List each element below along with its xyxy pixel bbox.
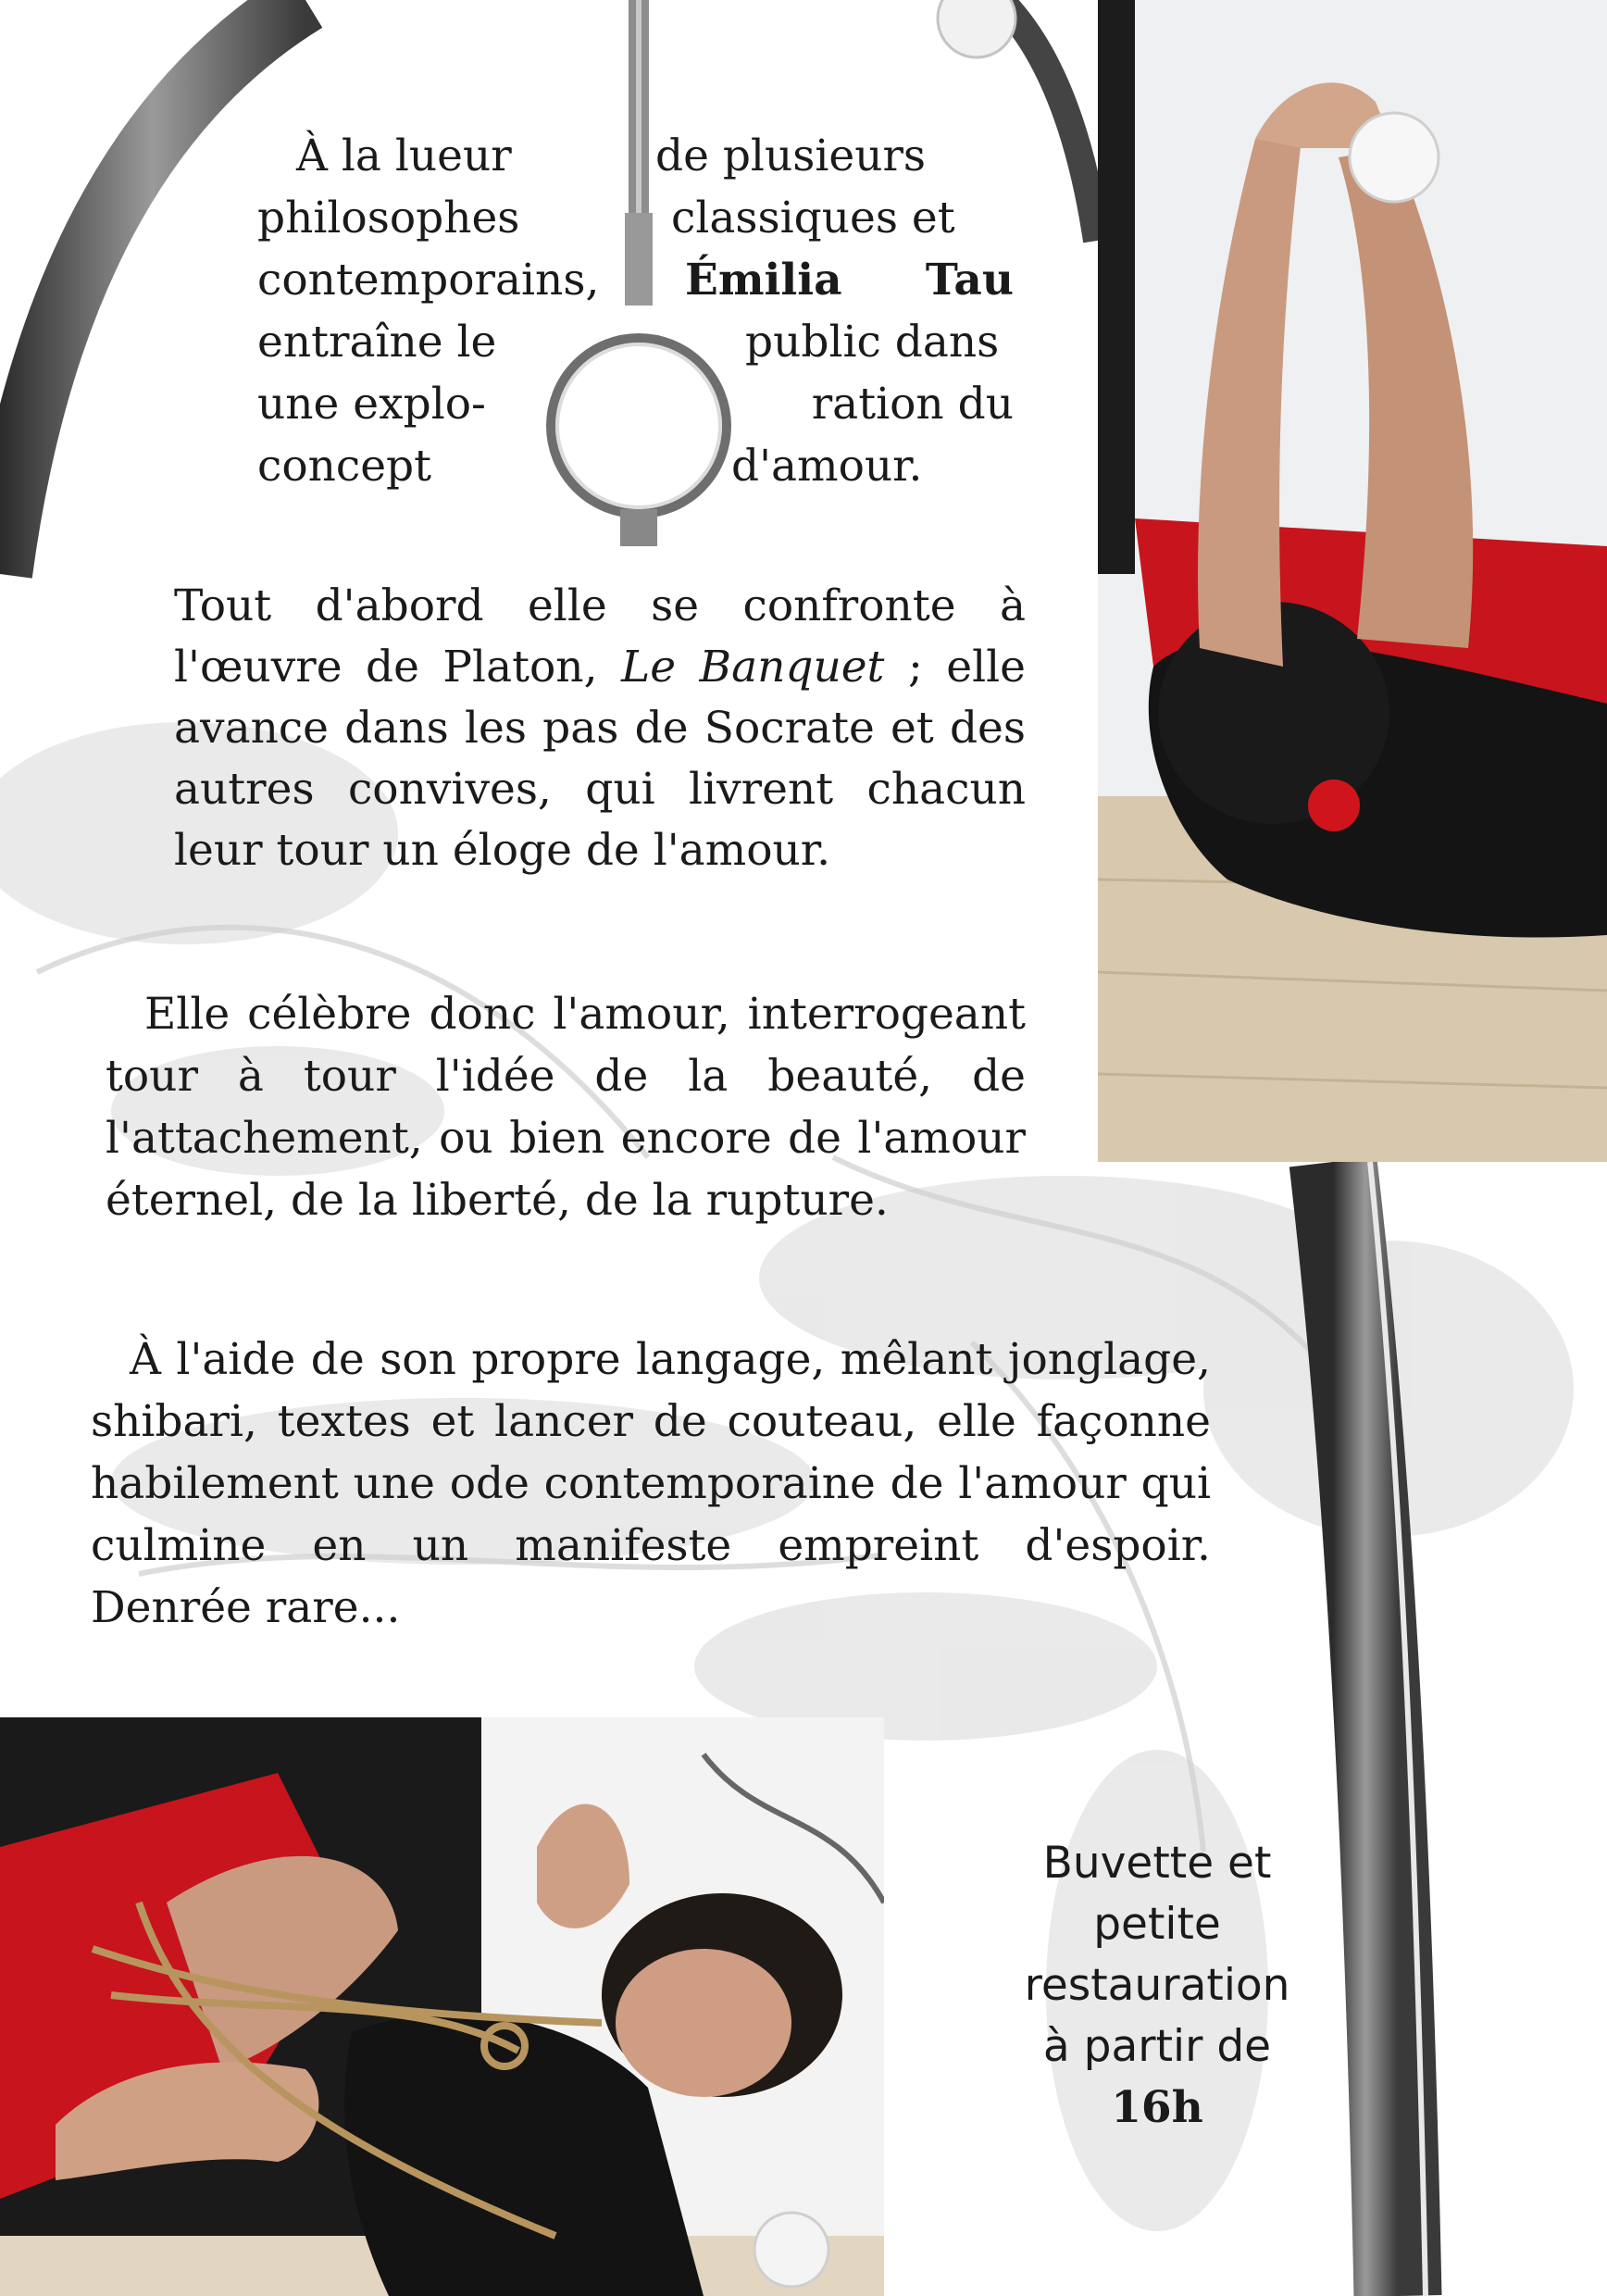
paragraph-text: ; elle avance dans les pas de Socrate et des autres convives, qui livrent chacun leur tour un éloge de l'amour. — [174, 642, 1026, 876]
refreshments-line: Buvette et — [1042, 1838, 1272, 1889]
intro-line: philosophes — [257, 193, 520, 243]
intro-line: ration du — [811, 379, 1014, 430]
intro-line: une explo- — [257, 379, 486, 430]
refreshments-line: à partir de — [1042, 2021, 1272, 2072]
intro-left-column — [257, 125, 609, 497]
intro-line: concept — [257, 441, 431, 492]
book-title: Le Banquet — [621, 642, 885, 693]
paragraph-text: Elle célèbre donc l'amour, interrogeant tour à tour l'idée de la beauté, de l'attachement, ou bien encore de l'amour éternel, de la liberté, de la rupture. — [106, 989, 1026, 1226]
paragraph-language — [91, 1329, 1211, 1639]
refreshments-hour: 16h — [1111, 2082, 1203, 2133]
intro-line: contemporains, — [257, 255, 600, 306]
performer-first-name: Émilia — [685, 255, 842, 306]
performer-name — [648, 249, 1014, 311]
intro-line: public dans — [745, 317, 1000, 368]
paragraph-text: À l'aide de son propre langage, mêlant jonglage, shibari, textes et lancer de couteau, elle façonne habilement une ode contemporaine de l'amour qui culmine en un manifeste empreint d'espoir. Denrée rare... — [91, 1334, 1211, 1633]
paragraph-banquet — [174, 576, 1026, 881]
intro-line: classiques et — [671, 193, 955, 243]
refreshments-line: petite — [1093, 1899, 1221, 1950]
performer-last-name: Tau — [925, 255, 1014, 306]
paragraph-celebration — [106, 983, 1026, 1231]
performer-photo-top — [1098, 0, 1607, 1162]
intro-line: À la lueur — [296, 131, 512, 181]
intro-line: d'amour. — [731, 441, 923, 492]
intro-line: de plusieurs — [655, 131, 927, 181]
paragraph-text: Tout d'abord elle se confronte à l'œuvre de Platon, — [174, 580, 1026, 693]
performer-photo-bottom — [0, 1717, 884, 2296]
intro-right-column — [648, 125, 1014, 497]
refreshments-info — [990, 1833, 1324, 2139]
intro-line: entraîne le — [257, 317, 497, 368]
refreshments-line: restauration — [1024, 1960, 1290, 2011]
